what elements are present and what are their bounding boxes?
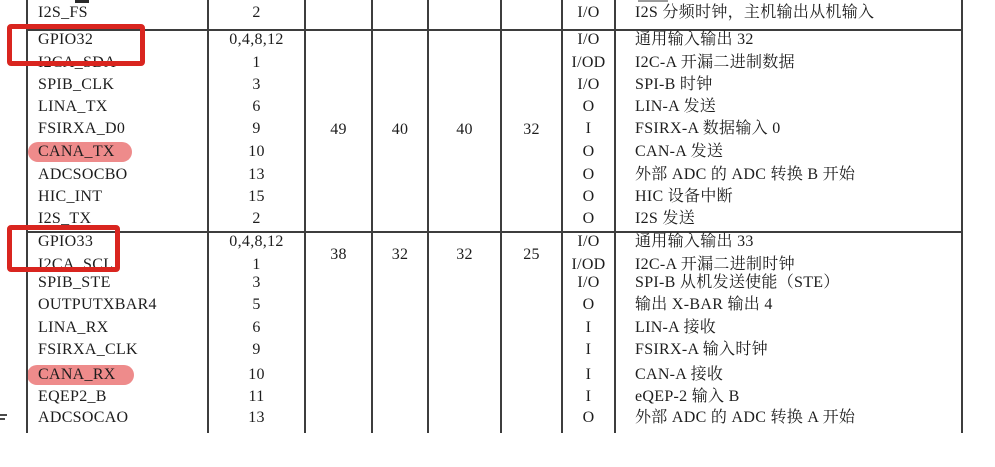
desc-cell: SPI-B 时钟 xyxy=(635,76,713,93)
pin-cell: 40 xyxy=(391,121,409,138)
desc-cell: I2C-A 开漏二进制时钟 xyxy=(635,256,795,273)
signal-cell: GPIO33 xyxy=(38,233,94,250)
mux-cell: 13 xyxy=(248,166,265,183)
type-cell: I xyxy=(585,319,592,336)
mux-cell: 11 xyxy=(248,388,265,405)
column-divider xyxy=(427,0,429,433)
mux-cell: 9 xyxy=(252,341,261,358)
desc-cell: I2C-A 开漏二进制数据 xyxy=(635,54,795,71)
desc-cell: 外部 ADC 的 ADC 转换 A 开始 xyxy=(635,409,856,426)
signal-cell: SPIB_CLK xyxy=(38,76,115,93)
type-cell: I/OD xyxy=(571,256,606,273)
pin-mux-table xyxy=(27,0,963,433)
pin-cell: 25 xyxy=(523,246,540,263)
cut-text-remnant xyxy=(75,0,89,3)
desc-cell: FSIRX-A 数据输入 0 xyxy=(635,120,781,137)
type-cell: I/O xyxy=(577,4,600,21)
pin-cell: 38 xyxy=(330,246,347,263)
desc-cell: eQEP-2 输入 B xyxy=(635,388,740,405)
pin-cell: 32 xyxy=(391,246,409,263)
signal-cell: ADCSOCBO xyxy=(38,166,128,183)
signal-cell: EQEP2_B xyxy=(38,388,107,405)
cut-text-remnant xyxy=(638,0,668,2)
signal-cell: HIC_INT xyxy=(38,188,103,205)
signal-cell: I2S_FS xyxy=(38,4,88,21)
pin-cell: 32 xyxy=(456,246,473,263)
type-cell: I/O xyxy=(577,274,600,291)
signal-cell: OUTPUTXBAR4 xyxy=(38,296,157,313)
desc-cell: LIN-A 接收 xyxy=(635,319,717,336)
type-cell: O xyxy=(582,166,595,183)
signal-cell: CANA_RX xyxy=(38,366,116,383)
type-cell: O xyxy=(582,296,595,313)
type-cell: I/O xyxy=(577,31,600,48)
mux-cell: 1 xyxy=(252,256,261,273)
mux-cell: 13 xyxy=(248,409,265,426)
desc-cell: SPI-B 从机发送使能（STE） xyxy=(635,274,840,291)
type-cell: I/OD xyxy=(571,54,606,71)
signal-cell: LINA_TX xyxy=(38,98,108,115)
mux-cell: 3 xyxy=(252,76,261,93)
type-cell: I xyxy=(585,388,592,405)
type-cell: O xyxy=(582,188,595,205)
type-cell: I/O xyxy=(577,76,600,93)
signal-cell: I2CA_SDA xyxy=(38,54,116,71)
desc-cell: 外部 ADC 的 ADC 转换 B 开始 xyxy=(635,166,856,183)
mux-cell: 2 xyxy=(252,4,261,21)
signal-cell: SPIB_STE xyxy=(38,274,111,291)
mux-cell: 2 xyxy=(252,210,261,227)
type-cell: O xyxy=(582,98,595,115)
type-cell: O xyxy=(582,143,595,160)
type-cell: I xyxy=(585,120,592,137)
red-box-annotation xyxy=(7,225,120,272)
pin-cell: 32 xyxy=(523,121,540,138)
mux-cell: 0,4,8,12 xyxy=(229,31,284,48)
signal-cell: FSIRXA_CLK xyxy=(38,341,138,358)
mux-cell: 9 xyxy=(252,120,261,137)
desc-cell: CAN-A 接收 xyxy=(635,366,724,383)
pin-cell: 40 xyxy=(456,121,473,138)
signal-cell: I2CA_SCL xyxy=(38,256,114,273)
mux-cell: 5 xyxy=(252,296,261,313)
cut-text-remnant xyxy=(0,414,7,416)
desc-cell: 输出 X-BAR 输出 4 xyxy=(635,296,773,313)
signal-cell: CANA_TX xyxy=(38,143,115,160)
mux-cell: 3 xyxy=(252,274,261,291)
type-cell: O xyxy=(582,210,595,227)
signal-cell: FSIRXA_D0 xyxy=(38,120,126,137)
column-divider xyxy=(961,0,963,433)
type-cell: O xyxy=(582,409,595,426)
type-cell: I/O xyxy=(577,233,600,250)
desc-cell: 通用输入输出 33 xyxy=(635,233,754,250)
mux-cell: 0,4,8,12 xyxy=(229,233,284,250)
red-box-annotation xyxy=(7,24,145,66)
desc-cell: 通用输入输出 32 xyxy=(635,31,754,48)
desc-cell: HIC 设备中断 xyxy=(635,188,733,205)
mux-cell: 6 xyxy=(252,319,261,336)
mux-cell: 1 xyxy=(252,54,261,71)
mux-cell: 10 xyxy=(248,366,265,383)
desc-cell: FSIRX-A 输入时钟 xyxy=(635,341,768,358)
type-cell: I xyxy=(585,366,592,383)
mux-cell: 15 xyxy=(248,188,265,205)
desc-cell: CAN-A 发送 xyxy=(635,143,724,160)
column-divider xyxy=(371,0,373,433)
pin-cell: 49 xyxy=(330,121,347,138)
mux-cell: 10 xyxy=(248,143,265,160)
signal-cell: GPIO32 xyxy=(38,31,94,48)
cut-text-remnant xyxy=(0,418,5,420)
desc-cell: I2S 发送 xyxy=(635,210,696,227)
signal-cell: LINA_RX xyxy=(38,319,109,336)
signal-cell: I2S_TX xyxy=(38,210,92,227)
signal-cell: ADCSOCAO xyxy=(38,409,129,426)
mux-cell: 6 xyxy=(252,98,261,115)
desc-cell: LIN-A 发送 xyxy=(635,98,717,115)
type-cell: I xyxy=(585,341,592,358)
desc-cell: I2S 分频时钟，主机输出从机输入 xyxy=(635,4,875,21)
column-divider xyxy=(500,0,502,433)
